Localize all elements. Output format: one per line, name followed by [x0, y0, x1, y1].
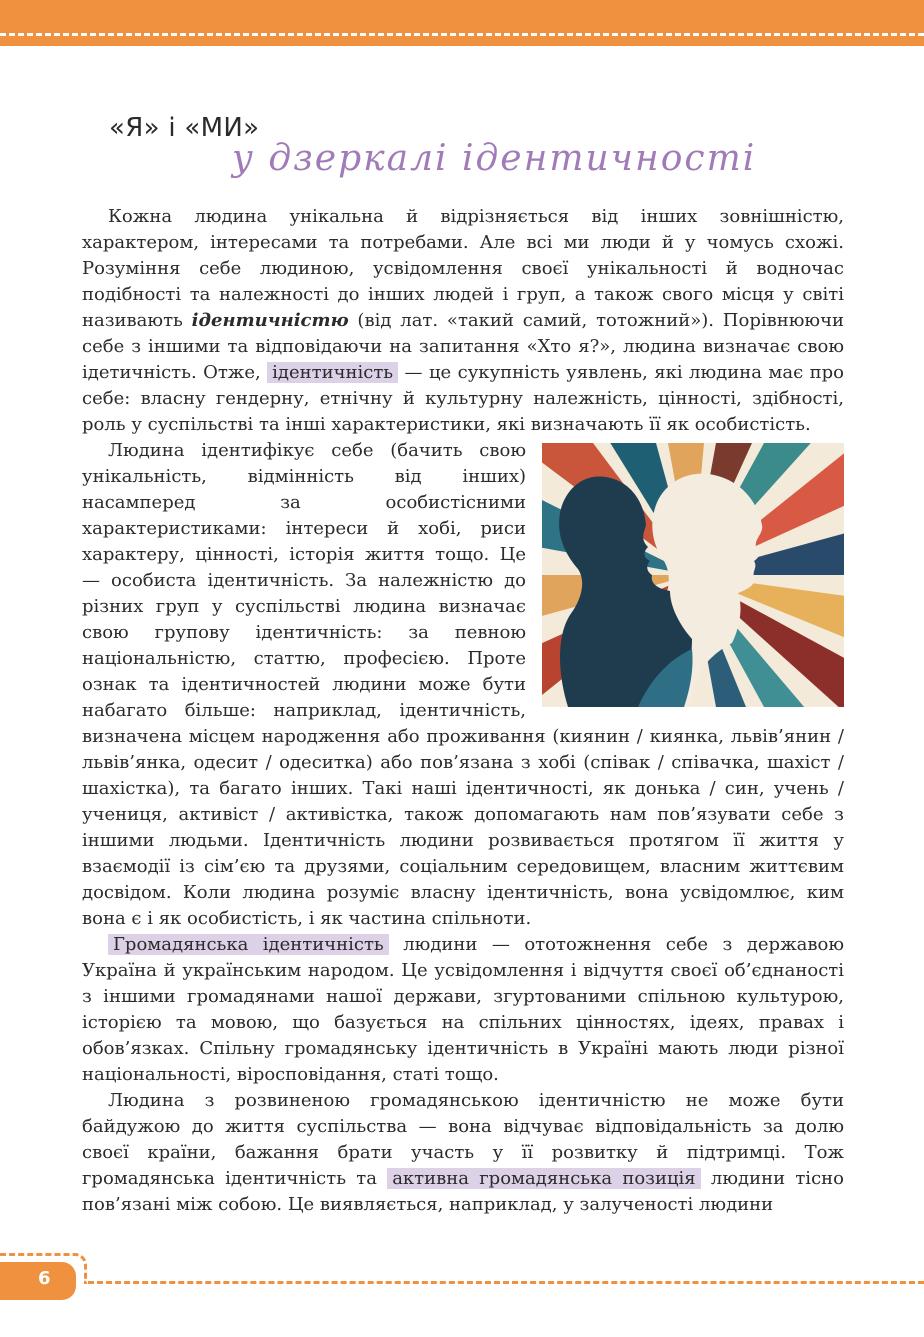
top-decorative-band — [0, 0, 924, 46]
paragraph-2 — [82, 438, 844, 932]
silhouettes-illustration — [542, 443, 844, 707]
page-number: 6 — [38, 1268, 51, 1289]
top-dashed-line — [0, 33, 924, 36]
paragraph-1-text-b: (від лат. «такий самий, тотожний»). Порівнюючи себе з іншими та відповідаючи на запитання «Хто я?», людина визначає свою ідетичність. Отже, — [82, 310, 844, 383]
paragraph-3-text: людини — ототожнення себе з державою Україна й українським народом. Це усвідомлення і відчуття своєї об’єднаності з іншими громадянами нашої держави, згуртованими спільною культурою, історією та мовою, що базується на спільних цінностях, ідеях, правах і обов’язках. Спільну громадянську ідентичність в Україні мають люди різної національності, віросповідання, статі тощо. — [82, 934, 844, 1085]
highlighted-term-active-civic-position: активна громадянська позиція — [387, 1168, 700, 1189]
paragraph-1-text-c: — це сукупність уявлень, які людина має про себе: власну гендерну, етнічну й культурну належність, цінності, здібності, роль у суспільстві та інші характеристики, які визначають її як особистість. — [82, 362, 844, 435]
paragraph-4-text-b: людини тісно пов’язані між собою. Це виявляється, наприклад, у залученості людини — [82, 1168, 844, 1215]
main-text — [82, 204, 844, 1218]
highlighted-term-identity: ідентичність — [267, 362, 398, 383]
paragraph-4 — [82, 1088, 844, 1218]
page-subtitle: у дзеркалі ідентичності — [232, 138, 757, 179]
term-identity: ідентичністю — [191, 310, 349, 331]
highlighted-term-civic-identity: Громадянська ідентичність — [108, 934, 389, 955]
page-title: «Я» і «МИ» — [109, 113, 260, 143]
paragraph-1-text-a: Кожна людина унікальна й відрізняється від інших зовнішністю, характером, інтересами та потребами. Але всі ми люди й у чомусь схожі. Розуміння себе людиною, усвідомлення своєї унікальності й водночас подібності та належності до інших людей і груп, а також свого місця у світі називають — [82, 206, 844, 331]
paragraph-3 — [82, 932, 844, 1088]
paragraph-2-text: Людина ідентифікує себе (бачить свою унікальність, відмінність від інших) насамперед за особистісними характеристиками: інтереси й хобі, риси характеру, цінності, історія життя тощо. Це — особиста ідентичність. За належністю до різних груп у суспільстві людина визначає свою групову ідентичність: за певною національністю, статтю, професією. Проте ознак та ідентичностей людини може бути набагато більше: наприклад, ідентичність, визначена місцем народження або проживання (киянин / киянка, львів’янин / львів’янка, одесит / одеситка) або пов’язана з хобі (співак / співачка, шахіст / шахістка), та багато інших. Такі наші ідентичності, як донька / син, учень / учениця, активіст / активістка, також допомагають нам пов’язувати себе з іншими людьми. Ідентичність людини розвивається протягом її життя у взаємодії із сім’єю та друзями, соціальним середовищем, власним життєвим досвідом. Коли людина розуміє власну ідентичність, вона усвідомлює, ким вона є і як особистість, і як частина спільноти. — [82, 440, 844, 929]
footer-dashed-line — [88, 1281, 924, 1284]
paragraph-1 — [82, 204, 844, 438]
paragraph-4-text-a: Людина з розвиненою громадянською ідентичністю не може бути байдужою до життя суспільства — вона відчуває відповідальність за долю своєї країни, бажання брати участь у її розвитку й підтримці. Тож громадянська ідентичність та — [82, 1090, 844, 1189]
